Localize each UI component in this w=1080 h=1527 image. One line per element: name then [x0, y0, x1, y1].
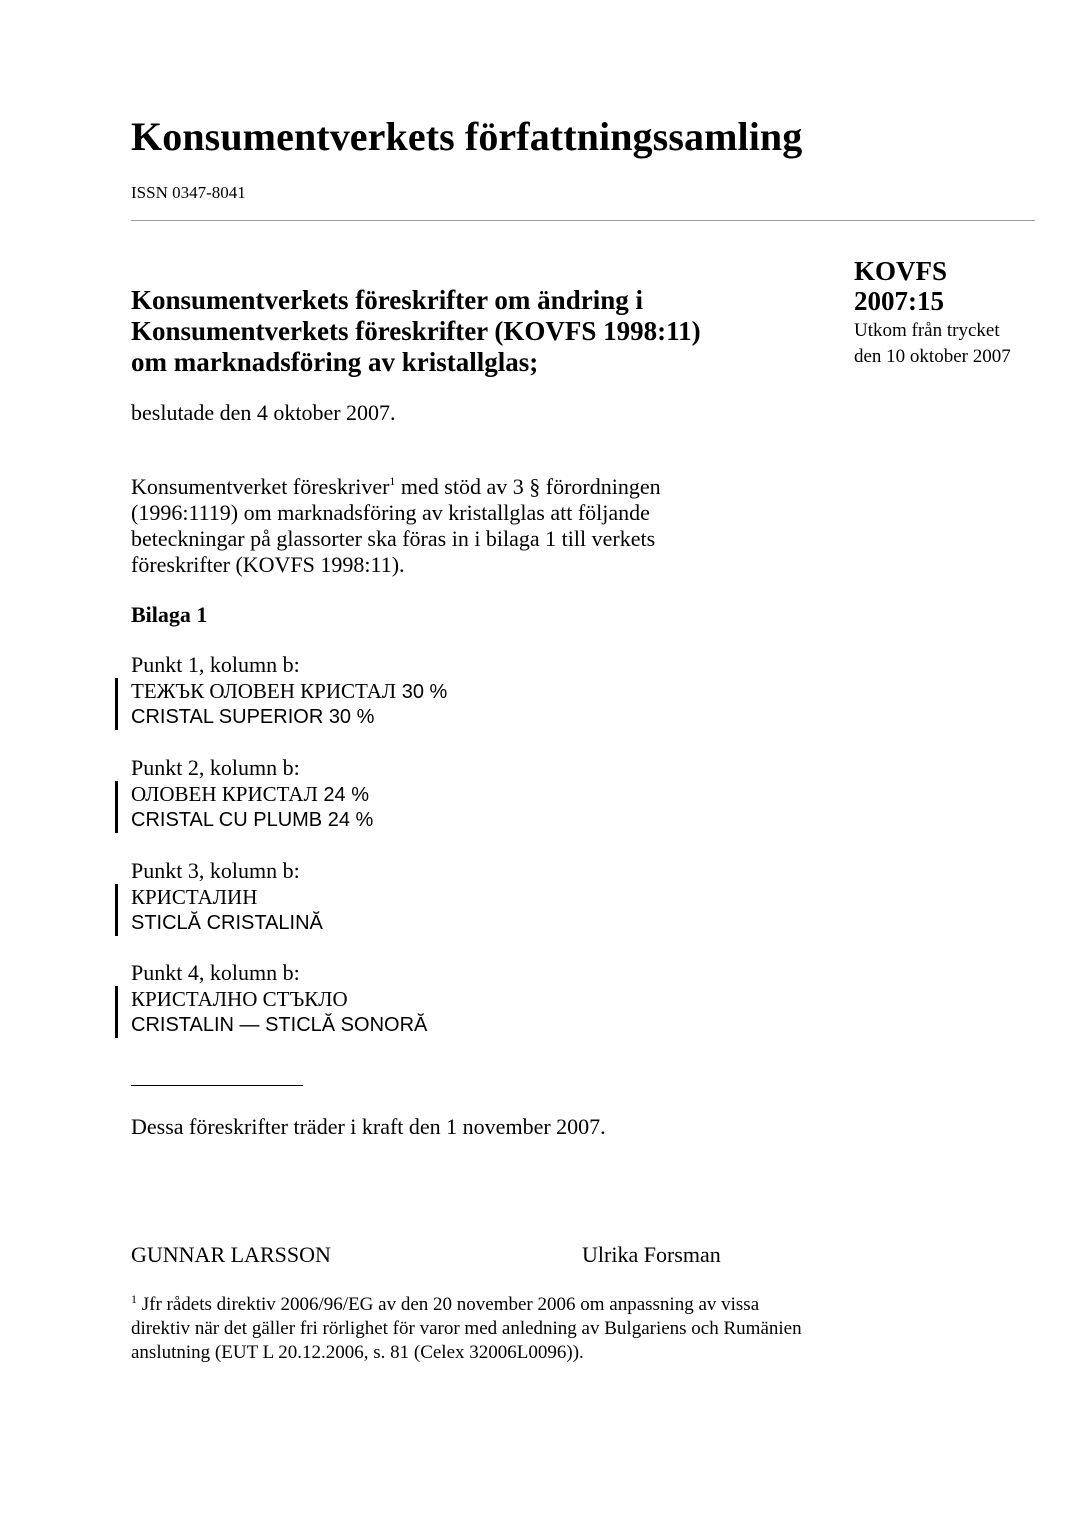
signature-official: Ulrika Forsman: [582, 1242, 721, 1267]
designation-romanian: CRISTAL SUPERIOR 30 %: [131, 706, 375, 728]
entry-label: Punkt 4, kolumn b:: [131, 960, 300, 985]
publication-meta: [854, 256, 1054, 370]
designation-percent: 30 %: [396, 681, 448, 703]
document-title-line: om marknadsföring av kristallglas;: [131, 347, 539, 377]
designation-bulgarian: [131, 678, 731, 704]
annex-entry: [131, 858, 731, 936]
change-bar: [115, 678, 118, 730]
footnote: [131, 1293, 811, 1365]
issn-number: ISSN 0347-8041: [131, 183, 246, 202]
document-title-line: Konsumentverkets föreskrifter om ändring i: [131, 285, 643, 315]
document-number: 2007:15: [854, 286, 944, 316]
footnote-reference: 1: [389, 474, 396, 488]
designation-romanian: CRISTALIN — STICLĂ SONORĂ: [131, 1014, 428, 1036]
annex-entry: [131, 755, 731, 833]
published-line: Utkom från trycket: [854, 320, 1000, 341]
entry-label: Punkt 1, kolumn b:: [131, 652, 300, 677]
annex-title: Bilaga 1: [131, 602, 208, 627]
designation-percent: 24 %: [317, 784, 369, 806]
annex-entry: [131, 652, 731, 730]
document-title: [131, 285, 811, 378]
designation-text: КРИСТАЛИН: [131, 885, 258, 909]
designation-romanian: STICLĂ CRISTALINĂ: [131, 912, 323, 934]
intro-text-continued: med stöd av 3 § förordningen (1996:1119) om marknadsföring av kristallglas att följande beteckningar på glassorter ska föras in i bilaga 1 till verkets föreskrifter (KOVFS 1998:11).: [131, 474, 661, 577]
designation-text: ТЕЖЪК ОЛОВЕН КРИСТАЛ: [131, 679, 397, 703]
effective-date: Dessa föreskrifter träder i kraft den 1 november 2007.: [131, 1114, 606, 1139]
published-date: den 10 oktober 2007: [854, 346, 1011, 367]
section-divider: [131, 1085, 303, 1086]
signature-director: GUNNAR LARSSON: [131, 1242, 331, 1267]
intro-text: Konsumentverket föreskriver: [131, 474, 390, 499]
header-divider: [131, 220, 1035, 221]
footnote-text: Jfr rådets direktiv 2006/96/EG av den 20 november 2006 om anpassning av vissa direktiv när det gäller fri rörlighet för varor med anledning av Bulgariens och Rumänien anslutning (EUT L 20.12.2006, s. 81 (Celex 32006L0096)).: [131, 1294, 802, 1363]
footnote-number: 1: [131, 1292, 137, 1306]
change-bar: [115, 781, 118, 833]
designation-bulgarian: [131, 986, 731, 1012]
entry-label: Punkt 3, kolumn b:: [131, 858, 300, 883]
change-bar: [115, 884, 118, 936]
designation-bulgarian: [131, 884, 731, 910]
designation-text: ОЛОВЕН КРИСТАЛ: [131, 782, 318, 806]
published-note: [854, 318, 1054, 370]
change-bar: [115, 986, 118, 1038]
intro-paragraph: [131, 474, 701, 578]
entry-label: Punkt 2, kolumn b:: [131, 755, 300, 780]
annex-entry: [131, 960, 731, 1038]
designation-text: КРИСТАЛНО СТЪКЛО: [131, 987, 348, 1011]
document-title-line: Konsumentverkets föreskrifter (KOVFS 1998:11): [131, 316, 701, 346]
series-code: KOVFS: [854, 256, 948, 286]
series-title: Konsumentverkets författningssamling: [131, 114, 803, 159]
decision-date: beslutade den 4 oktober 2007.: [131, 400, 396, 425]
designation-romanian: CRISTAL CU PLUMB 24 %: [131, 809, 374, 831]
designation-bulgarian: [131, 781, 731, 807]
